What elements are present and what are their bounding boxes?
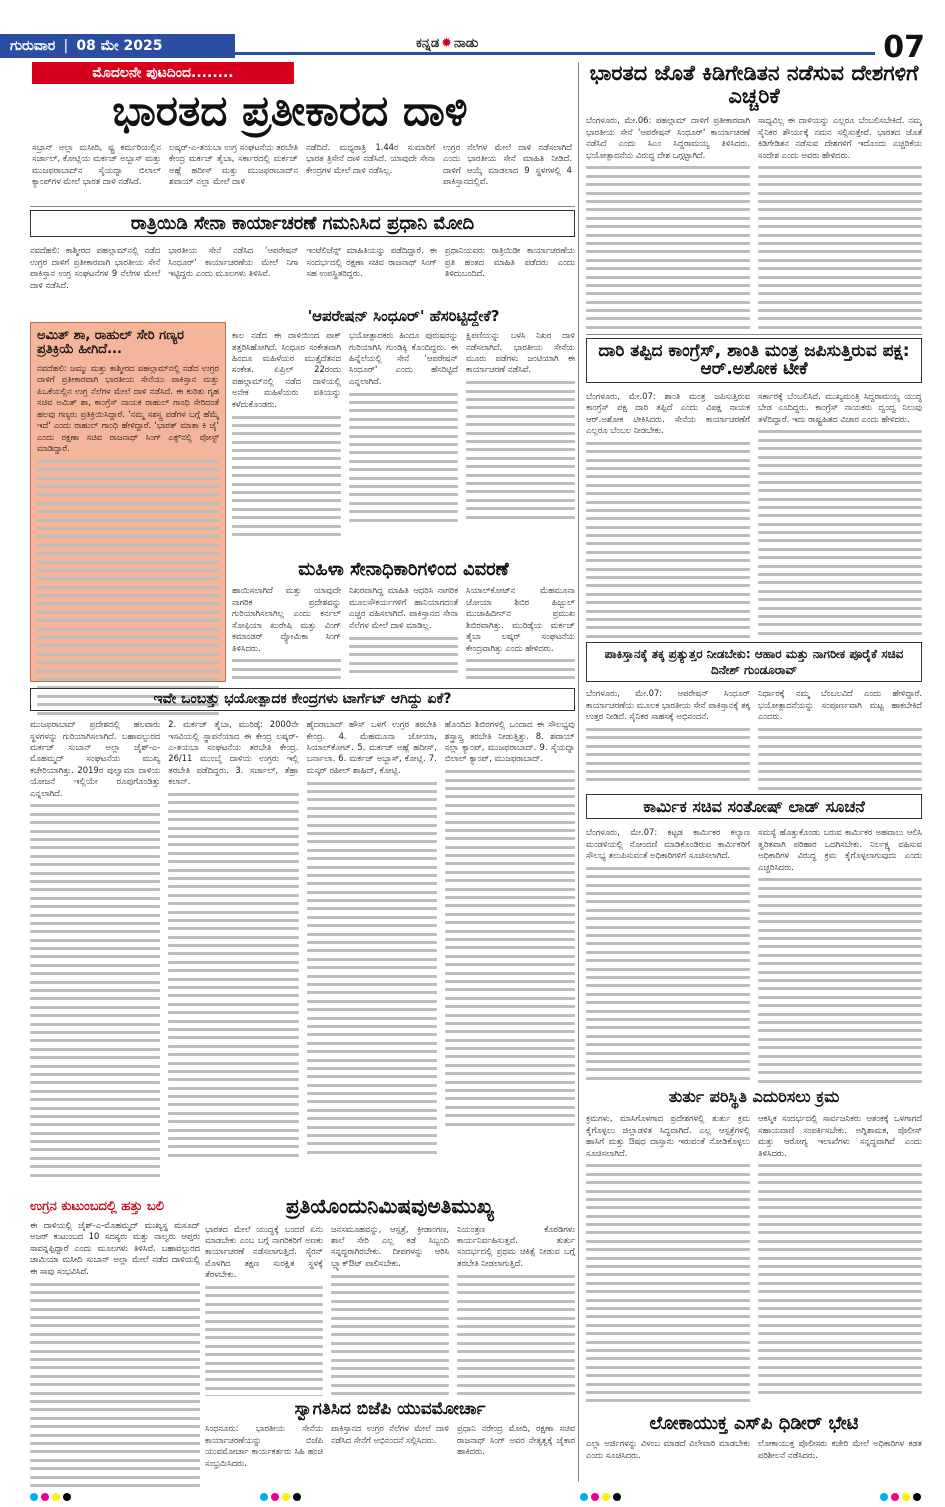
emergency-headline: ತುರ್ತು ಪರಿಸ್ಥಿತಿ ಎದುರಿಸಲು ಕ್ರಮ <box>668 1088 840 1106</box>
women-col-3: ಸಿಯಾಲ್‌ಕೋಟ್‌ನ ಮೆಹಮೂನಾ ಜೋಯಾ ಶಿಬಿರ ಹಿಜ್ಬುಲ್ ಮುಜಾಹಿದೀನ್‌ನ ಪ್ರಮುಖ ಶಿಬಿರವಾಗಿತ್ತು. ಮುರಿಡ್ಕೆಯ ಮರ್ಕಜ್ ತೈಬಾ ಲಷ್ಕರ್ ಸಂಘಟನೆಯ ಕೇಂದ್ರವಾಗಿತ್ತು ಎಂದು ಹೇಳಿದರು. <box>466 585 575 653</box>
warning-col-1: ಬೆಂಗಳೂರು, ಮೇ.06: ಪಹಲ್ಗಾಮ್ ದಾಳಿಗೆ ಪ್ರತೀಕಾರವಾಗಿ ಭಾರತೀಯ ಸೇನೆ 'ಆಪರೇಷನ್ ಸಿಂಧೂರ್' ಕಾರ್ಯಾಚರಣೆ ನಡೆಸಿದೆ ಎಂದು ಸಿಎಂ ಸಿದ್ದರಾಮಯ್ಯ ತಿಳಿಸಿದರು. ಭಯೋತ್ಪಾದನೆಯ ವಿರುದ್ಧ ದೇಶ ಒಗ್ಗಟ್ಟಾಗಿದೆ. <box>586 115 750 160</box>
lead-col-4: ಉಗ್ರರ ನೆಲೆಗಳ ಮೇಲೆ ದಾಳಿ ನಡೆಸಲಾಗಿದೆ ಎಂದು ಭಾರತೀಯ ಸೇನೆ ಮಾಹಿತಿ ನೀಡಿದೆ. ದಾಳಿಗೆ ಆಯ್ಕೆ ಮಾಡಲಾದ 9 ಸ್ಥಳಗಳಲ್ಲಿ 4 ಪಾಕಿಸ್ತಾನದಲ್ಲಿವೆ. <box>443 142 572 187</box>
brand-left: ಕನ್ನಡ <box>416 36 440 51</box>
sindoor-article <box>232 308 575 558</box>
masthead-rule <box>235 52 875 55</box>
gundurao-article <box>586 642 922 790</box>
lad-col-1: ಬೆಂಗಳೂರು, ಮೇ.07: ಕಟ್ಟಡ ಕಾರ್ಮಿಕರ ಕಲ್ಯಾಣ ಮಂಡಳಿಯಲ್ಲಿ ನೋಂದಣಿ ಮಾಡಿಕೊಂಡಿರುವ ಕಾರ್ಮಿಕರಿಗೆ ಸೌಲಭ್ಯ ತಲುಪಿಸುವಂತೆ ಅಧಿಕಾರಿಗಳಿಗೆ ಸೂಚಿಸಲಾಗಿದೆ. <box>586 827 750 861</box>
santosh-lad-article <box>586 794 922 1084</box>
column-divider <box>578 62 579 1482</box>
every-minute-headline: ಪ್ರತಿಯೊಂದುನಿಮಿಷವುಅತಿಮುಖ್ಯ <box>286 1196 494 1218</box>
nine-targets-article <box>30 688 575 1196</box>
ashok-article <box>586 338 922 638</box>
family-headline: ಉಗ್ರನ ಕುಟುಂಬದಲ್ಲಿ ಹತ್ತು ಬಲಿ <box>30 1200 165 1214</box>
every-minute-col-2: ಜನಸಮೂಹವನ್ನು, ಆಸ್ಪತ್ರೆ, ಕ್ರೀಡಾಂಗಣ, ಶಾಲೆ ಸೇರಿ ಎಲ್ಲ ಕಡೆ ಸಿಬ್ಬಂದಿ ಸನ್ನದ್ಧರಾಗಿರಬೇಕು. ದೀಪಗಳನ್ನು ಆರಿಸಿ ಬ್ಲ್ಯಾಕ್‌ಔಟ್ ಪಾಲಿಸಬೇಕು. <box>331 1223 449 1268</box>
modi-col-2: ಭಾರತೀಯ ಸೇನೆ ನಡೆಸಿದ 'ಆಪರೇಷನ್ ಸಿಂಧೂರ್' ಕಾರ್ಯಾಚರಣೆಯ ಮೇಲೆ ನಿಗಾ ಇಟ್ಟಿದ್ದರು ಎಂದು ಮೂಲಗಳು ತಿಳಿಸಿವೆ. <box>168 245 299 279</box>
brand-dot-icon: ✹ <box>441 36 453 51</box>
gundurao-headline: ಪಾಕಿಸ್ತಾನಕ್ಕೆ ತಕ್ಕ ಪ್ರತ್ಯುತ್ತರ ನೀಡಬೇಕು: ಆಹಾರ ಮತ್ತು ನಾಗರೀಕ ಪೂರೈಕೆ ಸಚಿವ ದಿನೇಶ್ ಗುಂಡೂರಾವ್ <box>586 642 922 682</box>
nine-col-2: 2. ಮರ್ಕಜ್ ತೈಬಾ, ಮುರಿಡ್ಕೆ: 2000ನೇ ಇಸವಿಯಲ್ಲಿ ಸ್ಥಾಪನೆಯಾದ ಈ ಕೇಂದ್ರ ಲಷ್ಕರ್-ಎ-ತಯಬಾ ಸಂಘಟನೆಯ ತರಬೇತಿ ಕೇಂದ್ರ. 26/11 ಮುಂಬೈ ದಾಳಿಯ ಉಗ್ರರು ಇಲ್ಲಿ ತರಬೇತಿ ಪಡೆದಿದ್ದರು. 3. ಸರ್ಜಾಲ್, ತೆಹ್ರಾ ಕಲಾನ್. <box>168 719 299 787</box>
modi-col-4: ಪ್ರಧಾನಿಯವರು ರಾತ್ರಿಯಿಡೀ ಕಾರ್ಯಾಚರಣೆಯ ಪ್ರತಿ ಹಂತದ ಮಾಹಿತಿ ಪಡೆದರು ಎಂದು ತಿಳಿದುಬಂದಿದೆ. <box>444 245 575 279</box>
women-col-2: ನಿಖರವಾಗಿದ್ದ ಮಾಹಿತಿ ಆಧರಿಸಿ ನಾಗರಿಕ ಮೂಲಸೌಕರ್ಯಗಳಿಗೆ ಹಾನಿಯಾಗದಂತೆ ಎಚ್ಚರ ವಹಿಸಲಾಗಿದೆ. ಪಾಕಿಸ್ತಾನದ ಸೇನಾ ನೆಲೆಗಳ ಮೇಲೆ ದಾಳಿ ಮಾಡಿಲ್ಲ. <box>349 585 458 630</box>
registration-marks <box>580 1493 621 1501</box>
gundurao-col-1: ಬೆಂಗಳೂರು, ಮೇ.07: ಆಪರೇಷನ್ ಸಿಂಧೂರ್ ಕಾರ್ಯಾಚರಣೆಯ ಮೂಲಕ ಭಾರತೀಯ ಸೇನೆ ಪಾಕಿಸ್ತಾನಕ್ಕೆ ತಕ್ಕ ಉತ್ತರ ನೀಡಿದೆ. ಸೈನಿಕರ ಸಾಹಸಕ್ಕೆ ಅಭಿನಂದನೆ. <box>586 688 750 722</box>
bjym-article <box>205 1400 575 1482</box>
bjym-col-2: ಪಾಕಿಸ್ತಾನದ ಉಗ್ರರ ನೆಲೆಗಳ ಮೇಲೆ ದಾಳಿ ನಡೆಸಿದ ಸೇನೆಗೆ ಅಭಿನಂದನೆ ಸಲ್ಲಿಸಿದರು. <box>331 1423 449 1445</box>
sindoor-col-2: ಭಯೋತ್ಪಾದಕರು ಹಿಂದೂ ಪುರುಷರನ್ನು ಗುರಿಯಾಗಿಸಿ ಗುಂಡಿಕ್ಕಿ ಕೊಂದಿದ್ದರು. ಈ ಹಿನ್ನೆಲೆಯಲ್ಲಿ ಸೇನೆ 'ಆಪರೇಷನ್ ಸಿಂಧೂರ್' ಎಂದು ಹೆಸರಿಟ್ಟಿದೆ ಎನ್ನಲಾಗಿದೆ. <box>349 330 458 386</box>
sindoor-col-3: ಕ್ಷಿಪಣಿಯನ್ನು ಬಳಸಿ ನಿಖರ ದಾಳಿ ನಡೆಸಲಾಗಿದೆ. ಭಾರತೀಯ ಸೇನೆಯ ಮೂರು ಪಡೆಗಳು ಜಂಟಿಯಾಗಿ ಈ ಕಾರ್ಯಾಚರಣೆ ನಡೆಸಿವೆ. <box>466 330 575 375</box>
every-minute-col-3: ನಿಯಂತ್ರಣ ಕೊಠಡಿಗಳು ಕಾರ್ಯನಿರ್ವಹಿಸುತ್ತವೆ. ತುರ್ತು ಸಂದರ್ಭದಲ್ಲಿ ಪ್ರಥಮ ಚಿಕಿತ್ಸೆ ನೀಡುವ ಬಗ್ಗೆ ತರಬೇತಿ ನೀಡಲಾಗುತ್ತಿದೆ. <box>457 1223 575 1268</box>
registration-marks <box>30 1493 71 1501</box>
bjym-headline: ಸ್ವಾಗತಿಸಿದ ಬಿಜೆಪಿ ಯುವಮೋರ್ಚಾ <box>294 1400 486 1419</box>
nine-headline: ಇವೇ ಒಂಬತ್ತು ಭಯೋತ್ಪಾದಕ ಕೇಂದ್ರಗಳು ಟಾರ್ಗೆಟ್ ಆಗಿದ್ದು ಏಕೆ? <box>30 688 575 711</box>
sindoor-col-1: ಕಾಲ ನಡೆದ ಈ ದಾಳಿಯಿಂದ ಪಾಕ್ ತತ್ತರಿಸಿಹೋಗಿದೆ. ಸಿಂಧೂರ ಸಂಕೇತವಾಗಿ ಹಿಂದೂ ಮಹಿಳೆಯರ ಮುತ್ತೈದೆತನದ ಸಂಕೇತ. ಏಪ್ರಿಲ್ 22ರಂದು ಪಹಲ್ಗಾಮ್‌ನಲ್ಲಿ ನಡೆದ ದಾಳಿಯಲ್ಲಿ ಅನೇಕ ಮಹಿಳೆಯರು ಪತಿಯನ್ನು ಕಳೆದುಕೊಂಡರು. <box>232 330 341 409</box>
date-bar <box>0 34 235 58</box>
gundurao-col-2: ನಿರ್ಧಾರಕ್ಕೆ ನಮ್ಮ ಬೆಂಬಲವಿದೆ ಎಂದು ಹೇಳಿದ್ದಾರೆ. ಭಯೋತ್ಪಾದನೆಯನ್ನು ಸಂಪೂರ್ಣವಾಗಿ ಮಟ್ಟ ಹಾಕಬೇಕಿದೆ ಎಂದರು. <box>758 688 922 722</box>
modi-col-1: ನವದೆಹಲಿ: ಕಾಶ್ಮೀರದ ಪಹಲ್ಗಾಮ್‌ನಲ್ಲಿ ನಡೆದ ಉಗ್ರರ ದಾಳಿಗೆ ಪ್ರತೀಕಾರವಾಗಿ ಭಾರತೀಯ ಸೇನೆ ಪಾಕಿಸ್ತಾನ ಉಗ್ರ ಸಂಘಟನೆಗಳ 9 ನೆಲೆಗಳ ಮೇಲೆ ದಾಳಿ ನಡೆಸಿದೆ. <box>30 245 161 290</box>
lead-col-3: ನಡೆದಿದೆ. ಮಧ್ಯರಾತ್ರಿ 1.44ರ ಸುಮಾರಿಗೆ ಭಾರತ ತ್ರಿಸೇನೆ ದಾಳಿ ನಡೆಸಿದೆ. ಯಾವುದೇ ಸೇನಾ ಕೇಂದ್ರಗಳ ಮೇಲೆ ದಾಳಿ ನಡೆಸಿಲ್ಲ. <box>306 142 435 175</box>
lad-col-2: ಸಮಸ್ಯೆ ಹೊತ್ತುಕೊಂಡು ಬರುವ ಕಾರ್ಮಿಕರ ಅಹವಾಲು ಆಲಿಸಿ ತ್ವರಿತವಾಗಿ ಪರಿಹಾರ ಒದಗಿಸಬೇಕು. ನಿರ್ಲಕ್ಷ್ಯ ವಹಿಸುವ ಅಧಿಕಾರಿಗಳ ವಿರುದ್ಧ ಕ್ರಮ ಕೈಗೊಳ್ಳಲಾಗುವುದು ಎಂದು ಎಚ್ಚರಿಸಿದರು. <box>758 827 922 872</box>
emergency-col-1: ಕ್ರಮಗಳು, ಮಾಸಿಗೊಳಗಾದ ಪ್ರದೇಶಗಳಲ್ಲಿ ತುರ್ತು ಕ್ರಮ ಕೈಗೊಳ್ಳಲು ಜಿಲ್ಲಾಡಳಿತ ಸಿದ್ಧವಾಗಿದೆ. ಎಲ್ಲ ಆಸ್ಪತ್ರೆಗಳಲ್ಲಿ ಹಾಸಿಗೆ ಮತ್ತು ಔಷಧ ದಾಸ್ತಾನು ಇರುವಂತೆ ನೋಡಿಕೊಳ್ಳಲು ಸೂಚಿಸಲಾಗಿದೆ. <box>586 1113 750 1158</box>
ashok-col-2: ಸರ್ಕಾರಕ್ಕೆ ಬೆಂಬಲಿಸಿದೆ. ಮುಖ್ಯಮಂತ್ರಿ ಸಿದ್ದರಾಮಯ್ಯ ಯುದ್ಧ ಬೇಡ ಎಂದಿದ್ದರು. ಕಾಂಗ್ರೆಸ್ ನಾಯಕರು ದ್ವಂದ್ವ ನಿಲುವು ತಳೆದಿದ್ದಾರೆ. ಇದು ರಾಷ್ಟ್ರಹಿತದ ವಿಚಾರ ಎಂದು ಹೇಳಿದರು. <box>758 390 922 424</box>
ashok-headline: ದಾರಿ ತಪ್ಪಿದ ಕಾಂಗ್ರೆಸ್, ಶಾಂತಿ ಮಂತ್ರ ಜಪಿಸುತ್ತಿರುವ ಪಕ್ಷ: ಆರ್.ಅಶೋಕ ಟೀಕೆ <box>586 338 922 383</box>
bjym-col-3: ಪ್ರಧಾನಿ ನರೇಂದ್ರ ಮೋದಿ, ರಕ್ಷಣಾ ಸಚಿವ ರಾಜನಾಥ್ ಸಿಂಗ್ ಅವರ ನೇತೃತ್ವಕ್ಕೆ ಜೈಕಾರ ಹಾಕಿದರು. <box>457 1423 575 1457</box>
family-text: ಈ ದಾಳಿಯಲ್ಲಿ ಜೈಶ್-ಎ-ಮೊಹಮ್ಮದ್ ಮುಖ್ಯಸ್ಥ ಮಸೂದ್ ಅಜರ್ ಕುಟುಂಬದ 10 ಸದಸ್ಯರು ಮತ್ತು ನಾಲ್ವರು ಆಪ್ತರು ಸಾವನ್ನಪ್ಪಿದ್ದಾರೆ ಎಂದು ಮೂಲಗಳು ತಿಳಿಸಿವೆ. ಬಹಾವಲ್ಪುರದ ಜಾಮಿಯಾ ಮಸೀದಿ ಸುಬಾನ್ ಅಲ್ಲಾ ಮೇಲೆ ನಡೆದ ದಾಳಿಯಲ್ಲಿ ಈ ಸಾವು ಸಂಭವಿಸಿದೆ. <box>30 1220 200 1276</box>
lead-body <box>32 142 572 204</box>
weekday: ಗುರುವಾರ <box>10 38 56 54</box>
lead-kicker: ಮೊದಲನೇ ಪುಟದಿಂದ........ <box>32 62 294 84</box>
divider <box>30 206 575 207</box>
page-number: 07 <box>883 30 925 65</box>
registration-marks <box>260 1493 301 1501</box>
nine-col-3: ಹೈದರಾಬಾದ್ ಹೌಸ್ ಒಳಗೆ ಉಗ್ರರ ತರಬೇತಿ ಕೇಂದ್ರ. 4. ಮೆಹಮೂನಾ ಜೋಯಾ, ಸಿಯಾಲ್‌ಕೋಟ್. 5. ಮರ್ಕಜ್ ಅಹ್ಲೆ ಹದೀಸ್, ಬರ್ನಾಲಾ. 6. ಮರ್ಕಜ್ ಅಬ್ಬಾಸ್, ಕೋಟ್ಲಿ. 7. ಮಸ್ಕರ್ ರಹೀಲ್ ಶಾಹಿದ್, ಕೋಟ್ಲಿ. <box>306 719 437 775</box>
lead-headline: ಭಾರತದ ಪ್ರತೀಕಾರದ ದಾಳಿ <box>112 86 468 135</box>
every-minute-article <box>205 1196 575 1396</box>
emergency-article <box>586 1088 922 1410</box>
lead-col-2: ಲಷ್ಕರ್-ಎ-ತಯಬಾ ಉಗ್ರ ಸಂಘಟನೆಯ ತರಬೇತಿ ಕೇಂದ್ರ ಮರ್ಕಜ್ ತೈಬಾ, ಸರ್ಕಾರದಲ್ಲಿ ಮರ್ಕಜ್ ಅಹ್ಲೆ ಹದೀಸ್ ಮತ್ತು ಮುಜಫರಾಬಾದ್‌ನ ಶವಾಯ್ ನಲ್ಲಾ ಮೇಲೆ ದಾಳಿ <box>169 142 298 187</box>
divider <box>586 334 922 335</box>
ashok-col-1: ಬೆಂಗಳೂರು, ಮೇ.07: ಶಾಂತಿ ಮಂತ್ರ ಜಪಿಸುತ್ತಿರುವ ಕಾಂಗ್ರೆಸ್ ಪಕ್ಷ ದಾರಿ ತಪ್ಪಿದೆ ಎಂದು ವಿಪಕ್ಷ ನಾಯಕ ಆರ್.ಅಶೋಕ ಟೀಕಿಸಿದರು. ಸೇನೆಯ ಕಾರ್ಯಾಚರಣೆಗೆ ಎಲ್ಲರೂ ಬೆಂಬಲ ನೀಡಬೇಕು. <box>586 390 750 435</box>
lokayukta-col-2: ಲೋಕಾಯುಕ್ತ ಪೊಲೀಸರು ಕಚೇರಿ ಮೇಲೆ ಅಧಿಕಾರಿಗಳ ಕಡತ ಪರಿಶೀಲನೆ ನಡೆಸಿದರು. <box>758 1438 922 1460</box>
nine-col-4: ಹೊಂದಿದ ಶಿಬಿರಗಳಲ್ಲಿ ಒಂದಾದ ಈ ಸೌಲಭ್ಯವು ಶಸ್ತ್ರಾಸ್ತ್ರ ತರಬೇತಿ ನೀಡುತ್ತಿತ್ತು. 8. ಶವಾಯ್ ನಲ್ಲಾ ಕ್ಯಾಂಪ್, ಮುಜಫರಾಬಾದ್. 9. ಸೈಯದ್ನಾ ಬಿಲಾಲ್ ಕ್ಯಾಂಪ್, ಮುಜಫರಾಬಾದ್. <box>444 719 575 764</box>
lad-headline: ಕಾರ್ಮಿಕ ಸಚಿವ ಸಂತೋಷ್ ಲಾಡ್ ಸೂಚನೆ <box>586 794 922 819</box>
registration-marks <box>880 1493 921 1501</box>
nine-col-1: ಮುಜಫರಾಬಾದ್ ಪ್ರದೇಶದಲ್ಲಿ ಹಲವಾರು ಸ್ಥಳಗಳನ್ನು ಗುರಿಯಾಗಿಸಲಾಗಿದೆ. ಬಹಾವಲ್ಪುರದ ಮರ್ಕಜ್ ಸುಬಾನ್ ಅಲ್ಲಾ ಜೈಶ್-ಎ-ಮೊಹಮ್ಮದ್ ಸಂಘಟನೆಯ ಮುಖ್ಯ ಕಚೇರಿಯಾಗಿತ್ತು. 2019ರ ಪುಲ್ವಾಮಾ ದಾಳಿಯ ಯೋಜನೆ ಇಲ್ಲಿಯೇ ರೂಪುಗೊಂಡಿತ್ತು ಎನ್ನಲಾಗಿದೆ. <box>30 719 161 798</box>
issue-date: 08 ಮೇ 2025 <box>76 38 163 54</box>
sindoor-headline: 'ಆಪರೇಷನ್ ಸಿಂಧೂರ್' ಹೆಸರಿಟ್ಟಿದ್ದೇಕೆ? <box>307 308 500 325</box>
brand-name <box>416 36 478 51</box>
bjym-col-1: ಸಿಂಧನೂರು: ಭಾರತೀಯ ಸೇನೆಯ ಕಾರ್ಯಾಚರಣೆಯನ್ನು ಬಿಜೆಪಿ ಯುವಮೋರ್ಚಾ ಕಾರ್ಯಕರ್ತರು ಸಿಹಿ ಹಂಚಿ ಸಂಭ್ರಮಿಸಿದರು. <box>205 1423 323 1468</box>
emergency-col-2: ಆಕಸ್ಮಿಕ ಸಂದರ್ಭದಲ್ಲಿ ಸಾರ್ವಜನಿಕರು ಆತಂಕಕ್ಕೆ ಒಳಗಾಗದೆ ಸಹಾಯವಾಣಿ ಸಂಪರ್ಕಿಸಬೇಕು. ಅಗ್ನಿಶಾಮಕ, ಪೊಲೀಸ್ ಮತ್ತು ಆರೋಗ್ಯ ಇಲಾಖೆಗಳು ಸನ್ನದ್ಧವಾಗಿವೆ ಎಂದು ತಿಳಿಸಿದರು. <box>758 1113 922 1158</box>
warning-col-2: ಸಾಧ್ಯವಿಲ್ಲ ಈ ದಾಳಿಯನ್ನು ಎಲ್ಲರೂ ಬೆಂಬಲಿಸಬೇಕಿದೆ. ನಮ್ಮ ಸೈನಿಕರ ಶೌರ್ಯಕ್ಕೆ ನಮನ ಸಲ್ಲಿಸುತ್ತೇವೆ. ಭಾರತದ ಜೊತೆ ಕಿಡಿಗೇಡಿತನ ನಡೆಸುವ ದೇಶಗಳಿಗೆ ಇದೊಂದು ಎಚ್ಚರಿಕೆಯ ಸಂದೇಶ ಎಂದು ಅವರು ಹೇಳಿದರು. <box>758 115 922 160</box>
lokayukta-headline: ಲೋಕಾಯುಕ್ತ ಎಸ್‌ಪಿ ಧಿಡೀರ್ ಭೇಟಿ <box>649 1414 859 1434</box>
lokayukta-col-1: ಎಲ್ಲಾ ಅರ್ಜಿಗಳನ್ನು ವಿಳಂಬ ಮಾಡದೆ ವಿಲೇವಾರಿ ಮಾಡಬೇಕು ಎಂದು ಸೂಚಿಸಿದರು. <box>586 1438 750 1460</box>
inset-headline: ಅಮಿತ್ ಶಾ, ರಾಹುಲ್ ಸೇರಿ ಗಣ್ಯರ ಪ್ರತಿಕ್ರಿಯೆ ಹೀಗಿದೆ... <box>37 328 185 358</box>
masthead <box>0 0 945 65</box>
modi-article <box>30 210 575 313</box>
women-col-1: ಹಾಯಿಸಲಾಗಿದೆ ಮತ್ತು ಯಾವುದೇ ನಾಗರಿಕ ಪ್ರದೇಶವನ್ನು ಗುರಿಯಾಗಿಸಲಾಗಿಲ್ಲ ಎಂದು ಕರ್ನಲ್ ಸೋಫಿಯಾ ಖುರೇಷಿ ಮತ್ತು ವಿಂಗ್ ಕಮಾಂಡರ್ ವ್ಯೋಮಿಕಾ ಸಿಂಗ್ ತಿಳಿಸಿದರು. <box>232 585 341 653</box>
date-separator: | <box>63 38 69 54</box>
women-officers-article <box>232 560 575 685</box>
family-deaths-article <box>30 1200 200 1490</box>
leaders-reaction-box <box>30 322 226 682</box>
text-lines <box>37 460 219 715</box>
modi-col-3: ಇಂಟೆಲಿಜೆನ್ಸ್ ಮಾಹಿತಿಯನ್ನು ಪಡೆದಿದ್ದಾರೆ. ಈ ಸಂದರ್ಭದಲ್ಲಿ ರಕ್ಷಣಾ ಸಚಿವ ರಾಜನಾಥ್ ಸಿಂಗ್ ಸಹ ಉಪಸ್ಥಿತರಿದ್ದರು. <box>306 245 437 279</box>
lokayukta-article <box>586 1414 922 1482</box>
modi-headline: ರಾತ್ರಿಯಿಡಿ ಸೇನಾ ಕಾರ್ಯಾಚರಣೆ ಗಮನಿಸಿದ ಪ್ರಧಾನಿ ಮೋದಿ <box>30 210 575 237</box>
warning-headline: ಭಾರತದ ಜೊತೆ ಕಿಡಿಗೇಡಿತನ ನಡೆಸುವ ದೇಶಗಳಿಗೆ ಎಚ್ಚರಿಕೆ <box>589 62 919 108</box>
lead-col-1: ಸಬ್ರಾನ್ ಅಲ್ಲಾ ಮಸೀದಿ, ಷ್ಟ್ರ ಕರ್ಮರಿಯಲ್ಲಿನ ಸರ್ಜಾಲ್, ಕೋಟ್ಲಿಯ ಮರ್ಕಜ್ ಅಬ್ಬಾಸ್ ಮತ್ತು ಮುಜಫರಾಬಾದ್‌ನ ಸೈಯದ್ನಾ ಬಿಲಾಲ್ ಕ್ಯಾಂಪ್‌ಗಳ ಮೇಲೆ ಭಾರತ ದಾಳಿ ನಡೆಸಿದೆ. <box>32 142 161 187</box>
every-minute-col-1: ಭಾರತದ ಮೇಲೆ ಯುದ್ಧಕ್ಕೆ ಬಂದರೆ ಏನು ಮಾಡಬೇಕು ಎಂಬ ಬಗ್ಗೆ ನಾಗರಿಕರಿಗೆ ಅಣಕು ಕಾರ್ಯಾಚರಣೆ ನಡೆಸಲಾಗುತ್ತಿದೆ. ಸೈರನ್ ಮೊಳಗಿದ ತಕ್ಷಣ ಸುರಕ್ಷಿತ ಸ್ಥಳಕ್ಕೆ ತೆರಳಬೇಕು. <box>205 1223 323 1280</box>
brand-right: ನಾಡು <box>454 36 479 51</box>
women-headline: ಮಹಿಳಾ ಸೇನಾಧಿಕಾರಿಗಳಿಂದ ವಿವರಣೆ <box>298 560 509 580</box>
warning-article <box>586 62 922 330</box>
inset-text: ನವದೆಹಲಿ: ಜಮ್ಮು ಮತ್ತು ಕಾಶ್ಮೀರದ ಪಹಲ್ಗಾಮ್‌ನಲ್ಲಿ ನಡೆದ ಉಗ್ರರ ದಾಳಿಗೆ ಪ್ರತೀಕಾರವಾಗಿ ಭಾರತೀಯ ಸೇನೆಯು ಪಾಕಿಸ್ತಾನ ಮತ್ತು ಪಿಒಕೆಯಲ್ಲಿನ ಉಗ್ರ ನೆಲೆಗಳ ಮೇಲೆ ದಾಳಿ ನಡೆಸಿದೆ. ಈ ಕುರಿತು ಗೃಹ ಸಚಿವ ಅಮಿತ್ ಶಾ, ಕಾಂಗ್ರೆಸ್ ನಾಯಕ ರಾಹುಲ್ ಗಾಂಧಿ ಸೇರಿದಂತೆ ಹಲವು ಗಣ್ಯರು ಪ್ರತಿಕ್ರಿಯಿಸಿದ್ದಾರೆ. 'ನಮ್ಮ ಸಶಸ್ತ್ರ ಪಡೆಗಳ ಬಗ್ಗೆ ಹೆಮ್ಮೆ ಇದೆ' ಎಂದು ರಾಹುಲ್ ಗಾಂಧಿ ಹೇಳಿದ್ದಾರೆ. 'ಭಾರತ್ ಮಾತಾ ಕಿ ಜೈ' ಎಂದು ರಕ್ಷಣಾ ಸಚಿವ ರಾಜನಾಥ್ ಸಿಂಗ್ ಎಕ್ಸ್‌ನಲ್ಲಿ ಪೋಸ್ಟ್ ಮಾಡಿದ್ದಾರೆ. <box>37 363 219 454</box>
